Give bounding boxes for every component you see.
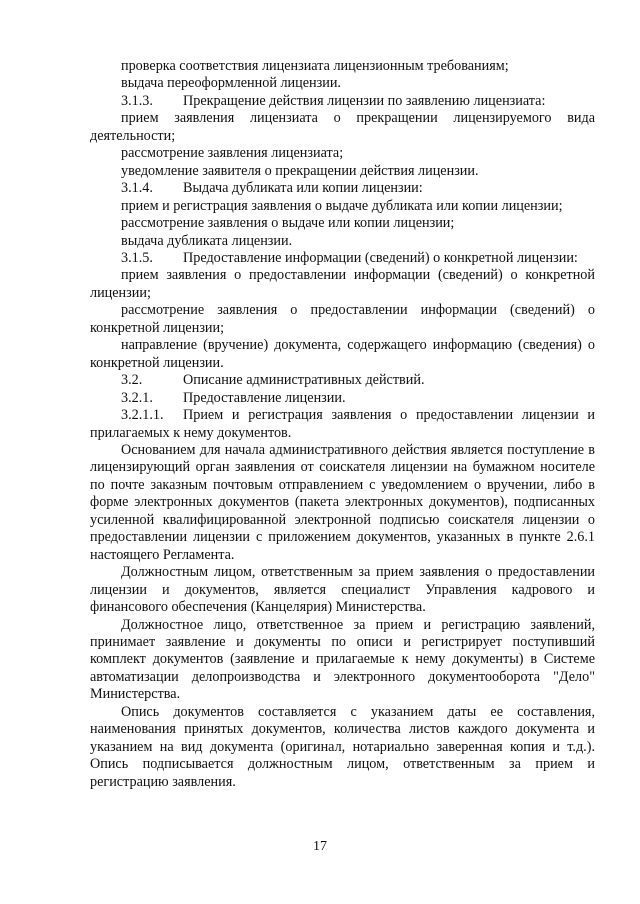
paragraph: выдача дубликата лицензии. [121, 232, 293, 249]
section-number: 3.2. [121, 372, 143, 389]
section-number: 3.1.4. [121, 180, 153, 197]
paragraph: рассмотрение заявления о предоставлении информации (сведений) о конкретной лицензии; [90, 302, 595, 336]
paragraph: Должностное лицо, ответственное за прием и регистрацию заявлений, принимает заявление и документы по описи и регистрирует поступивший комплект документов (заявление и прилагаемые к нему документы) в Системе автоматизации делопроизводства и электронного документооборота "Дело" Министерства. [90, 616, 595, 703]
section-number: 3.1.5. [121, 249, 153, 266]
paragraph: прием и регистрация заявления о выдаче дубликата или копии лицензии; [121, 197, 563, 214]
numbered-heading [90, 93, 595, 110]
paragraph: выдача переоформленной лицензии. [121, 75, 341, 92]
numbered-heading [90, 372, 595, 389]
heading-text: Предоставление лицензии. [183, 389, 346, 406]
numbered-heading [90, 407, 595, 442]
paragraph: прием заявления о предоставлении информации (сведений) о конкретной лицензии; [90, 267, 595, 301]
heading-text: Предоставление информации (сведений) о конкретной лицензии: [183, 249, 578, 266]
paragraph: Опись документов составляется с указанием даты ее составления, наименования принятых документов, количества листов каждого документа и указанием на вид документа (оригинал, нотариально заверенная копия и т.д.). Опись подписывается должностным лицом, ответственным за прием и регистрацию заявления. [90, 703, 595, 790]
heading-text: Прекращение действия лицензии по заявлению лицензиата: [183, 92, 546, 109]
heading-text: Описание административных действий. [183, 372, 425, 389]
paragraph: направление (вручение) документа, содержащего информацию (сведения) о конкретной лицензии. [90, 337, 595, 371]
heading-text: Выдача дубликата или копии лицензии: [183, 180, 423, 197]
section-number: 3.2.1.1. [121, 407, 164, 424]
paragraph: Основанием для начала административного действия является поступление в лицензирующий орган заявления от соискателя лицензии на бумажном носителе по почте заказным почтовым отправлением с уведомлением о вручении, либо в форме электронных документов (пакета электронных документов), подписанных усиленной квалифицированной электронной подписью соискателя лицензии о предоставлении лицензии с приложением документов, указанных в пункте 2.6.1 настоящего Регламента. [90, 441, 595, 563]
paragraph: Должностным лицом, ответственным за прием заявления о предоставлении лицензии и документов, является специалист Управления кадрового и финансового обеспечения (Канцелярия) Министерства. [90, 564, 595, 616]
paragraph: рассмотрение заявления лицензиата; [121, 145, 344, 162]
numbered-heading [90, 180, 595, 197]
numbered-heading [90, 390, 595, 407]
paragraph: прием заявления лицензиата о прекращении лицензируемого вида деятельности; [90, 110, 595, 144]
heading-text: Прием и регистрация заявления о предоставлении лицензии и прилагаемых к нему документов. [90, 407, 595, 441]
paragraph: рассмотрение заявления о выдаче или копии лицензии; [121, 215, 455, 232]
section-number: 3.1.3. [121, 92, 153, 109]
document-body [90, 58, 595, 791]
numbered-heading [90, 250, 595, 267]
paragraph: уведомление заявителя о прекращении действия лицензии. [121, 162, 479, 179]
section-number: 3.2.1. [121, 389, 153, 406]
paragraph: проверка соответствия лицензиата лицензионным требованиям; [121, 58, 509, 74]
page-number: 17 [313, 839, 327, 854]
